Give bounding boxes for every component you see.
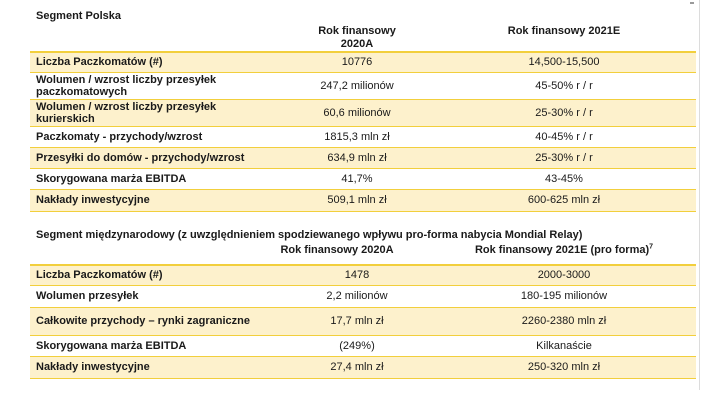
row-label: Wolumen przesyłek: [30, 285, 282, 307]
value-2021: 250-320 mln zł: [432, 356, 696, 378]
value-2020: 247,2 milionów: [282, 72, 432, 99]
international-table: [30, 264, 696, 379]
value-2021: 25-30% r / r: [432, 99, 696, 126]
table-row: [30, 126, 696, 147]
value-2020: 60,6 milionów: [282, 99, 432, 126]
row-label: Wolumen / wzrost liczby przesyłek paczkomatowych: [30, 72, 282, 99]
value-2020: 17,7 mln zł: [282, 307, 432, 335]
table-row: [30, 147, 696, 168]
value-2021: 40-45% r / r: [432, 126, 696, 147]
table-row: [30, 52, 696, 72]
poland-table: [30, 51, 696, 212]
poland-header-2020: [282, 25, 432, 51]
poland-segment-title: Segment Polska: [36, 10, 121, 22]
value-2020: 2,2 milionów: [282, 285, 432, 307]
row-label: Paczkomaty - przychody/wzrost: [30, 126, 282, 147]
value-2021: 2000-3000: [432, 265, 696, 285]
international-header-2021: [432, 244, 696, 257]
value-2021: 180-195 milionów: [432, 285, 696, 307]
value-2020: 41,7%: [282, 168, 432, 189]
row-label: Liczba Paczkomatów (#): [30, 52, 282, 72]
poland-header-2021: Rok finansowy 2021E: [507, 25, 621, 37]
value-2020: 1815,3 mln zł: [282, 126, 432, 147]
value-2020: 10776: [282, 52, 432, 72]
row-label: Wolumen / wzrost liczby przesyłek kurierskich: [30, 99, 282, 126]
value-2021: 2260-2380 mln zł: [432, 307, 696, 335]
value-2021: 45-50% r / r: [432, 72, 696, 99]
value-2020: 509,1 mln zł: [282, 189, 432, 211]
row-label: Skorygowana marża EBITDA: [30, 168, 282, 189]
row-label: Liczba Paczkomatów (#): [30, 265, 282, 285]
value-2020: 27,4 mln zł: [282, 356, 432, 378]
international-header-2020: Rok finansowy 2020A: [280, 244, 394, 256]
table-row: [30, 307, 696, 335]
table-row: [30, 168, 696, 189]
poland-header-2020-line2: 2020A: [340, 38, 374, 50]
row-label: Całkowite przychody – rynki zagraniczne: [30, 307, 282, 335]
table-row: [30, 189, 696, 211]
row-label: Nakłady inwestycyjne: [30, 356, 282, 378]
row-label: Nakłady inwestycyjne: [30, 189, 282, 211]
value-2020: 634,9 mln zł: [282, 147, 432, 168]
value-2021: Kilkanaście: [432, 335, 696, 356]
corner-mark: [690, 2, 694, 4]
table-row: [30, 99, 696, 126]
international-segment-title: Segment międzynarodowy (z uwzględnieniem spodziewanego wpływu pro-forma nabycia Mondial Relay): [36, 229, 583, 241]
footnote-marker: 7: [649, 243, 654, 251]
value-2021: 25-30% r / r: [432, 147, 696, 168]
row-label: Skorygowana marża EBITDA: [30, 335, 282, 356]
value-2020: (249%): [282, 335, 432, 356]
table-row: [30, 72, 696, 99]
table-row: [30, 285, 696, 307]
table-row: [30, 356, 696, 378]
value-2021: 14,500-15,500: [432, 52, 696, 72]
value-2021: 43-45%: [432, 168, 696, 189]
poland-header-2020-line1: Rok finansowy: [318, 25, 396, 37]
row-label: Przesyłki do domów - przychody/wzrost: [30, 147, 282, 168]
value-2021: 600-625 mln zł: [432, 189, 696, 211]
value-2020: 1478: [282, 265, 432, 285]
international-header-2021-text: Rok finansowy 2021E (pro forma): [474, 244, 650, 256]
table-row: [30, 335, 696, 356]
right-border-line: [699, 0, 700, 390]
table-row: [30, 265, 696, 285]
